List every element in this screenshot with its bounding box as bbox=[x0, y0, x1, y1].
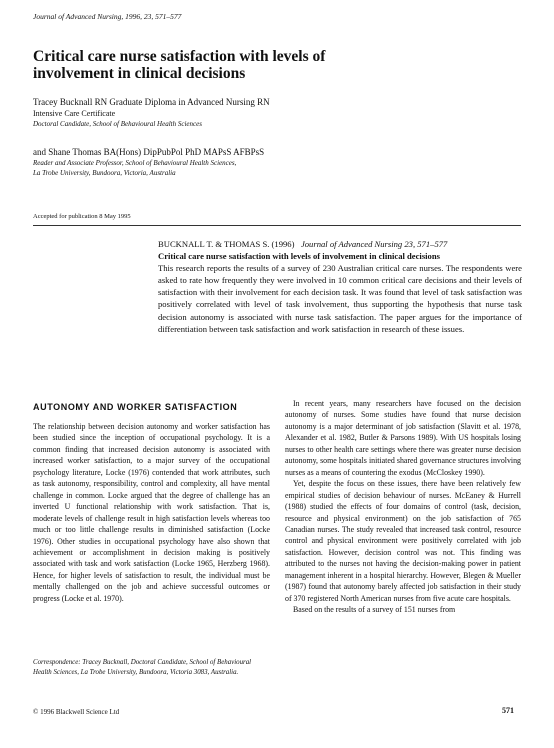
abstract-cite-authors: BUCKNALL T. & THOMAS S. (1996) bbox=[158, 239, 295, 249]
author-1-certificate: Intensive Care Certificate bbox=[33, 109, 116, 118]
author-2-block bbox=[33, 147, 393, 178]
page-number: 571 bbox=[502, 706, 514, 715]
section-heading: AUTONOMY AND WORKER SATISFACTION bbox=[33, 402, 238, 412]
journal-reference: Journal of Advanced Nursing, 1996, 23, 571–577 bbox=[33, 12, 182, 21]
author-1-name: Tracey Bucknall RN Graduate Diploma in Advanced Nursing RN bbox=[33, 97, 270, 107]
author-2-affiliation-line-1: Reader and Associate Professor, School of Behavioural Health Sciences, bbox=[33, 159, 237, 167]
left-column bbox=[33, 421, 270, 604]
author-2-affiliation-line-2: La Trobe University, Bundoora, Victoria, Australia bbox=[33, 169, 176, 177]
right-paragraph-1: In recent years, many researchers have focused on the decision autonomy of nurses. Some studies have found that nurse decision autonomy is a major determinant of job satisfaction (Slavitt et al. 1978, Alexander et al. 1982, Butler & Parsons 1989). With US hospitals losing nurses to other health care settings where there was greater nurse decision autonomy, some hospitals initiated shared governance structures involving nurses as a means of countering the exodus (McCloskey 1990). bbox=[285, 399, 521, 477]
divider-rule bbox=[33, 225, 521, 226]
left-paragraph-1: The relationship between decision autonomy and worker satisfaction has been studied since the inception of occupational psychology. It is a common finding that increased decision autonomy is associated with increased worker satisfaction, to a major survey of the occupational psychology literature, Locke (1976) contended that work attributes, such as task autonomy, responsibility, control and complexity, all have mental challenge in common. Locke argued that the degree of challenge has an inverted U functional relationship with work satisfaction. That is, moderate levels of challenge result in high satisfaction levels whereas too much or too little challenge results in diminished satisfaction (Locke 1976). Other studies in occupational psychology have also shown that achievement or accomplishment in decision making is positively associated with task and work satisfaction (Locke 1965, Herzberg 1968). Hence, for higher levels of satisfaction to result, the individual must be mentally challenged on the job and achieve successful outcomes or progress (Locke et al. 1970). bbox=[33, 422, 270, 603]
abstract-cite-journal: Journal of Advanced Nursing 23, 571–577 bbox=[300, 239, 448, 249]
right-paragraph-2: Yet, despite the focus on these issues, there have been relatively few empirical studies of decision behaviour of nurses. McEaney & Hurrell (1988) studied the effects of four domains of control (task, decision, resource and physical environment) on the job satisfaction of 765 Canadian nurses. The study revealed that increased task control, resource control and physical environment were positively correlated with job satisfaction. However, decision control was not. This finding was attributed to the nurses not having the decision-making power in patient management inherent in a hospital hierarchy. However, Blegen & Mueller (1987) found that autonomy barely affected job satisfaction in their study of 370 registered North American nurses from five acute care hospitals. bbox=[285, 479, 521, 603]
accepted-date: Accepted for publication 8 May 1995 bbox=[33, 213, 131, 220]
article-title: Critical care nurse satisfaction with levels of involvement in clinical decisions bbox=[33, 48, 326, 82]
abstract-title: Critical care nurse satisfaction with levels of involvement in clinical decisions bbox=[158, 251, 440, 262]
right-column bbox=[285, 398, 521, 616]
correspondence-note: Correspondence: Tracey Bucknall, Doctoral Candidate, School of Behavioural Health Sciences, La Trobe University, Bundoora, Victoria 3083, Australia. bbox=[33, 659, 252, 676]
right-paragraph-3: Based on the results of a survey of 151 nurses from bbox=[293, 605, 456, 615]
author-1-affiliation: Doctoral Candidate, School of Behavioural Health Sciences bbox=[33, 120, 202, 128]
copyright: © 1996 Blackwell Science Ltd bbox=[33, 708, 120, 716]
author-1-block bbox=[33, 97, 363, 129]
abstract bbox=[158, 238, 522, 335]
author-2-name: and Shane Thomas BA(Hons) DipPubPol PhD MAPsS AFBPsS bbox=[33, 147, 265, 157]
abstract-body: This research reports the results of a survey of 230 Australian critical care nurses. The respondents were asked to rate how frequently they were involved in 10 common critical care decisions and their levels of satisfaction with their involvement for each decision task. It was found that level of task satisfaction was positively correlated with level of task involvement, thus supporting the hypothesis that nurse task decision autonomy is associated with nurse task satisfaction. The paper argues for the importance of differentiation between task satisfaction and work satisfaction in research of these issues. bbox=[158, 263, 522, 334]
abstract-citation bbox=[158, 238, 522, 250]
